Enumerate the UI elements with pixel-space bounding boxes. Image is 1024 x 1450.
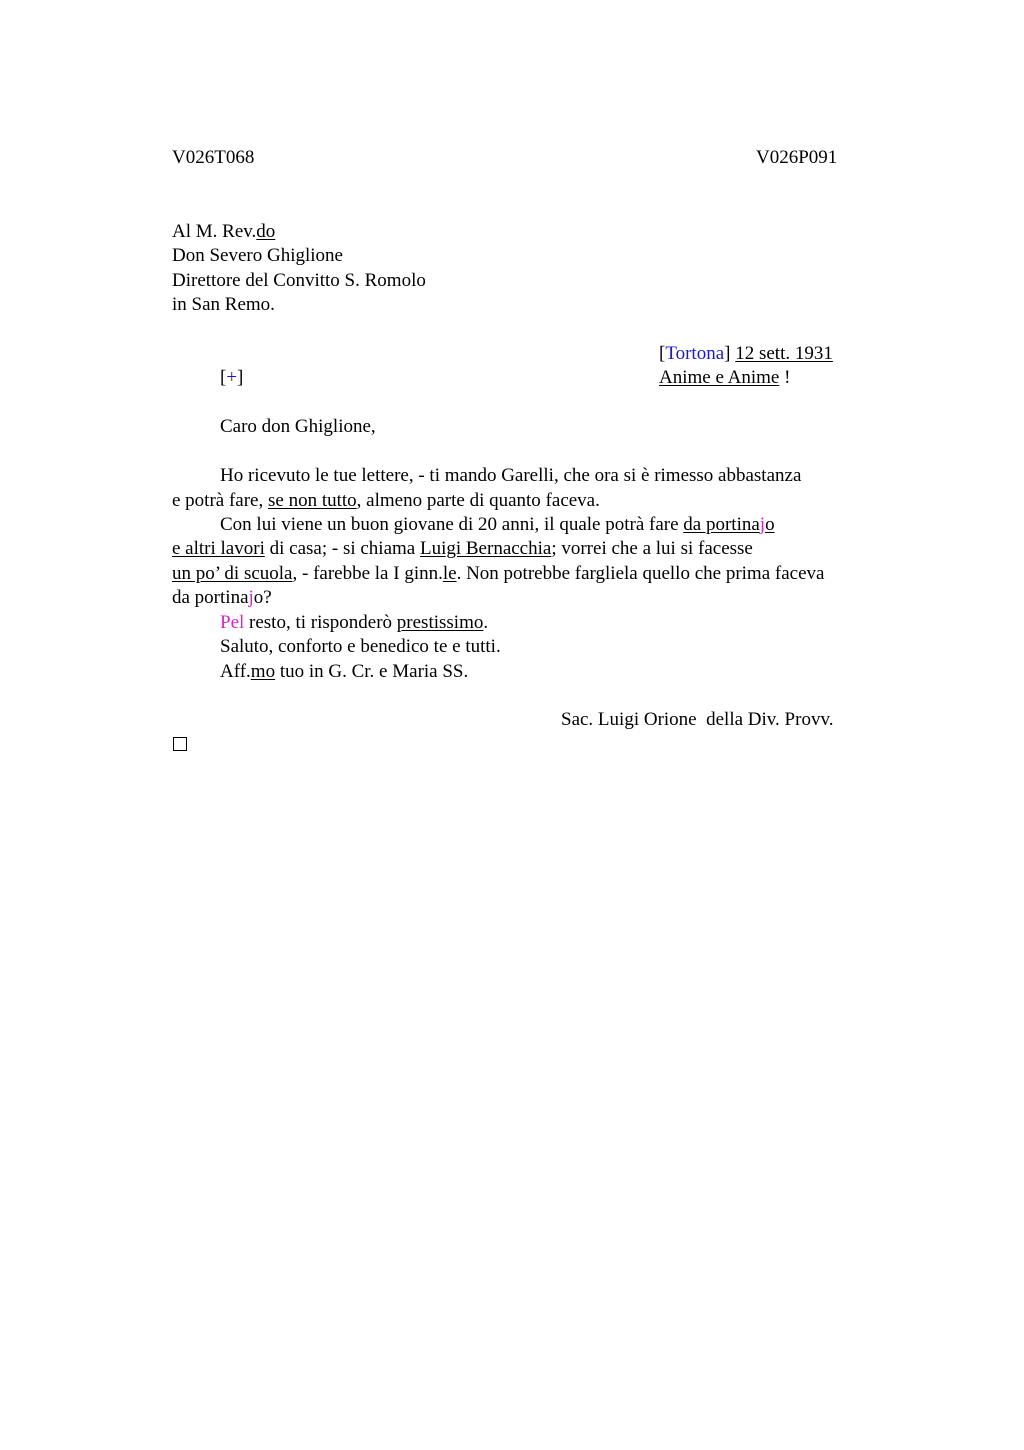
cross-mark: [+]: [220, 367, 244, 388]
signature: Sac. Luigi Orione della Div. Provv.: [561, 709, 834, 730]
salutation: Caro don Ghiglione,: [220, 416, 376, 437]
body-line: e potrà fare, se non tutto, almeno parte di quanto faceva.: [172, 490, 600, 511]
body-line: Saluto, conforto e benedico te e tutti.: [220, 636, 501, 657]
address-line-3: Direttore del Convitto S. Romolo: [172, 270, 426, 291]
body-line: un po’ di scuola, - farebbe la I ginn.le. Non potrebbe fargliela quello che prima faceva: [172, 563, 825, 584]
address-line-2: Don Severo Ghiglione: [172, 245, 343, 266]
dateline: [Tortona] 12 sett. 1931: [659, 343, 833, 364]
body-line: Con lui viene un buon giovane di 20 anni, il quale potrà fare da portinajo: [220, 514, 775, 535]
body-line: Pel resto, ti risponderò prestissimo.: [220, 612, 489, 633]
end-of-document-box-icon: [173, 737, 187, 751]
place-name: Tortona: [665, 343, 725, 364]
cross-icon: +: [226, 367, 238, 388]
document-code-right: V026P091: [756, 147, 838, 168]
letter-date: 12 sett. 1931: [735, 343, 833, 364]
body-line: e altri lavori di casa; - si chiama Luigi Bernacchia; vorrei che a lui si facesse: [172, 538, 753, 559]
address-line-4: in San Remo.: [172, 294, 275, 315]
address-line-1: Al M. Rev.do: [172, 221, 276, 242]
address-abbrev-do: do: [256, 221, 276, 242]
variant-letter: j: [759, 514, 766, 535]
body-line: Ho ricevuto le tue lettere, - ti mando Garelli, che ora si è rimesso abbastanza: [220, 465, 802, 486]
variant-letter: j: [248, 587, 254, 608]
motto: Anime e Anime: [659, 367, 780, 388]
motto-line: Anime e Anime !: [659, 367, 791, 388]
variant-word: Pel: [220, 612, 245, 633]
person-name: Luigi Bernacchia: [419, 538, 552, 559]
body-line: da portinajo?: [172, 587, 272, 608]
closing-line: Aff.mo tuo in G. Cr. e Maria SS.: [220, 661, 469, 682]
document-code-left: V026T068: [172, 147, 255, 168]
